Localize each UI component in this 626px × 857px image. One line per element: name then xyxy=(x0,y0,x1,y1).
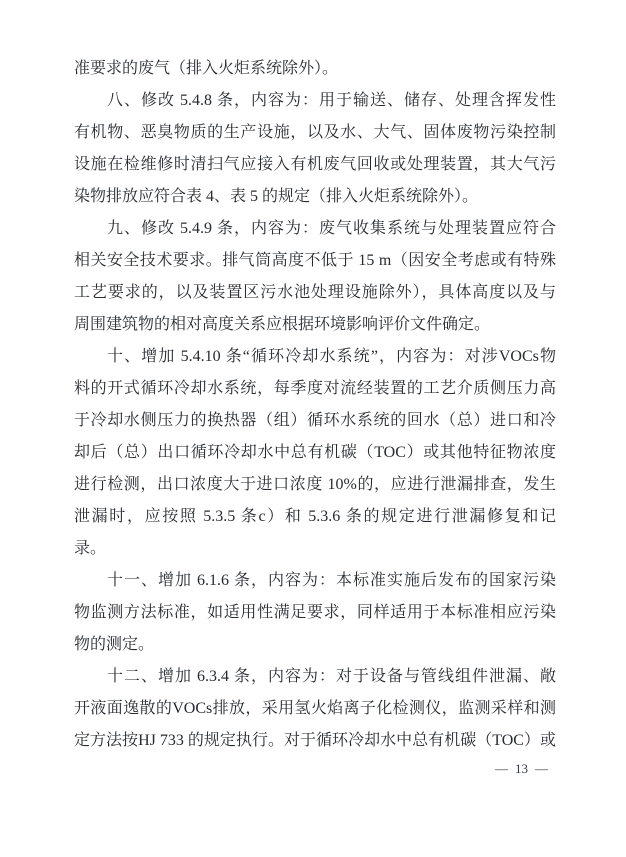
text-line: 于冷却水侧压力的换热器（组）循环水系统的回水（总）进口和冷 xyxy=(74,412,556,429)
text-line: 却后（总）出口循环冷却水中总有机碳（TOC）或其他特征物浓度 xyxy=(74,444,556,461)
text-line: 十二、增加 6.3.4 条，内容为：对于设备与管线组件泄漏、敞 xyxy=(107,668,556,685)
text-line: 开液面逸散的VOCs排放，采用氢火焰离子化检测仪，监测采样和测 xyxy=(74,700,556,717)
text-line: 准要求的废气（排入火炬系统除外）。 xyxy=(74,60,339,77)
page-number-dash-left: — xyxy=(495,761,508,776)
text-line: 物的测定。 xyxy=(74,636,155,653)
text-line: 料的开式循环冷却水系统，每季度对流经装置的工艺介质侧压力高 xyxy=(74,380,556,397)
page-number-value: 13 xyxy=(515,761,528,776)
text-line: 物监测方法标准，如适用性满足要求，同样适用于本标准相应污染 xyxy=(74,604,556,621)
text-line: 有机物、恶臭物质的生产设施，以及水、大气、固体废物污染控制 xyxy=(74,124,556,141)
document-body xyxy=(74,53,556,757)
text-line: 十一、增加 6.1.6 条，内容为：本标准实施后发布的国家污染 xyxy=(107,572,556,589)
text-line: 定方法按HJ 733 的规定执行。对于循环冷却水中总有机碳（TOC）或 xyxy=(74,732,556,749)
page-number xyxy=(495,760,548,778)
text-line: 染物排放应符合表 4、表 5 的规定（排入火炬系统除外）。 xyxy=(74,188,479,205)
text-line: 泄漏时，应按照 5.3.5 条c）和 5.3.6 条的规定进行泄漏修复和记 xyxy=(74,508,556,525)
text-line: 八、修改 5.4.8 条，内容为：用于输送、储存、处理含挥发性 xyxy=(107,92,556,109)
text-line: 九、修改 5.4.9 条，内容为：废气收集系统与处理装置应符合 xyxy=(107,220,556,237)
text-line: 录。 xyxy=(74,540,107,557)
page-number-dash-right: — xyxy=(535,761,548,776)
text-line: 进行检测，出口浓度大于进口浓度 10%的，应进行泄漏排查，发生 xyxy=(74,476,556,493)
text-line: 设施在检维修时清扫气应接入有机废气回收或处理装置，其大气污 xyxy=(74,156,556,173)
text-line: 周围建筑物的相对高度关系应根据环境影响评价文件确定。 xyxy=(74,316,491,333)
text-line: 相关安全技术要求。排气筒高度不低于 15 m（因安全考虑或有特殊 xyxy=(74,252,556,269)
text-line: 工艺要求的，以及装置区污水池处理设施除外），具体高度以及与 xyxy=(74,284,556,301)
text-line: 十、增加 5.4.10 条“循环冷却水系统”，内容为：对涉VOCs物 xyxy=(107,348,556,365)
